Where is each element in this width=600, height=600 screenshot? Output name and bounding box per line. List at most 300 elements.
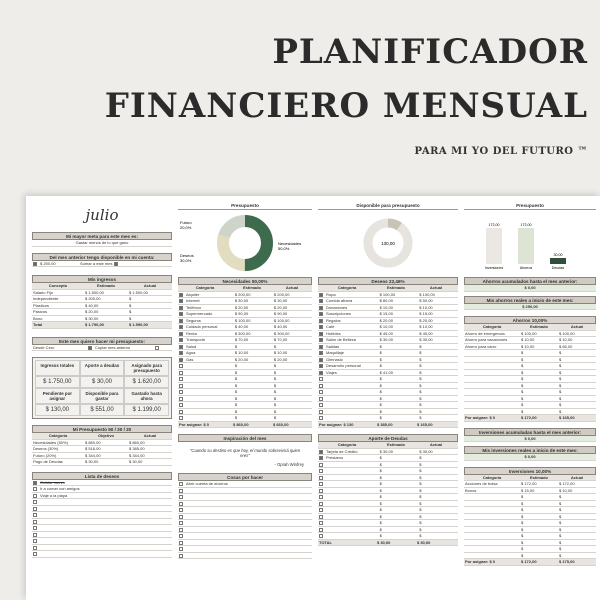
checkbox[interactable] (179, 508, 183, 512)
table-cell: $ 15,00 (419, 311, 433, 316)
necesidades-rows (178, 292, 312, 422)
summary-label: Gastado hasta ahora (124, 388, 169, 404)
checkbox[interactable] (319, 476, 323, 480)
list-item-label (39, 512, 41, 518)
table-cell: $ (419, 363, 422, 368)
table-cell: $ (419, 455, 422, 460)
list-item-label (185, 501, 187, 507)
table-cell: $ 300,00 (234, 330, 251, 336)
checkbox[interactable] (179, 299, 183, 303)
table-cell: Comida afuera (326, 298, 353, 303)
table-cell (325, 475, 379, 481)
table-cell: $ (559, 507, 562, 512)
table-cell: $ (419, 382, 422, 388)
ahorros-reales-label: Mis ahorros reales a inicio de este mes: (464, 296, 596, 304)
summary-labels-2 (35, 388, 169, 404)
checkbox[interactable] (33, 552, 37, 556)
table-cell: $ (379, 389, 382, 394)
header-cell: Categoría (48, 433, 68, 438)
table-cell: $ (419, 526, 422, 532)
table-cell: $ (521, 500, 524, 506)
checkbox[interactable] (179, 547, 183, 551)
checkbox[interactable] (319, 325, 323, 329)
table-cell: $ 10,00 (419, 324, 433, 329)
header-cell: Categoría (337, 285, 357, 290)
column-necesidades (178, 202, 312, 559)
checkbox[interactable] (319, 345, 323, 349)
table-cell: $ (379, 350, 382, 355)
table-cell: $ 100,00 (234, 317, 251, 323)
table-cell: $ (379, 455, 382, 460)
bar-label-ahorros: Ahorros (519, 266, 533, 270)
table-cell: $ 70,00 (273, 337, 288, 342)
table-cell: $ (273, 402, 277, 407)
table-cell: Pago de Deudas (33, 459, 63, 464)
summary-labels-1 (35, 360, 169, 376)
checkbox[interactable] (319, 456, 323, 460)
checkbox[interactable] (179, 410, 183, 414)
footer-label: Por asignar: $ 0 (465, 559, 496, 564)
list-item-label (185, 546, 187, 552)
bar-label-inversiones: Inversiones (484, 266, 504, 270)
header-cell: Actual (143, 433, 157, 438)
checkbox[interactable] (179, 371, 183, 375)
table-cell: $ (419, 389, 422, 394)
table-cell: Bonos (465, 487, 477, 493)
checkbox[interactable] (33, 513, 37, 517)
table-cell: $ 15,00 (379, 311, 393, 316)
table-cell (185, 409, 234, 415)
bar-ahorros (518, 228, 534, 264)
summary-value: $ 1.199,00 (124, 404, 169, 416)
disponible-title: Disponible para presupuesto (318, 202, 458, 210)
table-cell (185, 363, 234, 369)
cosas-title: Cosas por hacer (178, 473, 312, 481)
checkbox[interactable] (319, 338, 323, 342)
table-cell: $ (234, 376, 238, 381)
table-cell: Viajes (326, 369, 337, 375)
checkbox[interactable] (319, 358, 323, 362)
list-item-label (185, 540, 187, 546)
summary-values-1 (35, 376, 169, 388)
ahorros-reales-value: $ 250,00 (522, 303, 538, 309)
list-item-label (39, 525, 41, 531)
cosas-rows (178, 481, 312, 559)
table-cell (464, 357, 520, 363)
checkbox[interactable] (319, 364, 323, 368)
income-rows (32, 290, 172, 323)
table-cell: $ 10,00 (273, 350, 288, 355)
checkbox[interactable] (179, 338, 183, 342)
table-cell: $ (559, 356, 562, 362)
checkbox[interactable] (319, 403, 323, 407)
checkbox[interactable] (319, 306, 323, 310)
table-cell (464, 507, 520, 513)
header-cell: Actual (429, 442, 443, 447)
table-cell: Cuidado personal (186, 324, 218, 329)
table-cell (325, 468, 379, 474)
table-cell: $ (273, 382, 277, 388)
checkbox[interactable] (33, 507, 37, 511)
table-cell: $ (521, 520, 524, 525)
table-cell: $ 1.500,00 (85, 289, 104, 295)
checkbox[interactable] (179, 489, 183, 493)
ahorros-acum-value: $ 0,00 (524, 285, 536, 290)
table-cell (464, 514, 520, 520)
table-cell: $ (419, 507, 422, 512)
list-item-label (185, 494, 187, 500)
budget503020-rows (32, 440, 172, 466)
checkbox[interactable] (179, 541, 183, 545)
checkbox[interactable] (319, 384, 323, 388)
table-cell: $ 300,00 (273, 330, 290, 336)
summary-box (32, 357, 172, 419)
footer-estimated: $ 860,00 (233, 421, 249, 427)
table-cell (464, 520, 520, 526)
list-item-label: Viaje a la playa (40, 492, 68, 498)
checkbox[interactable] (319, 502, 323, 506)
summary-values-2 (35, 404, 169, 416)
table-cell: $ (521, 513, 524, 519)
checkbox[interactable] (319, 528, 323, 532)
table-cell: $ (521, 376, 524, 381)
checkbox[interactable] (33, 500, 37, 504)
inspiracion-author: - Oprah Winfrey (274, 462, 304, 467)
table-cell: $ 10,00 (559, 337, 573, 342)
checkbox[interactable] (319, 299, 323, 303)
table-cell: $ 200,00 (234, 291, 251, 297)
table-cell: $ (419, 494, 422, 499)
header-cell: Actual (429, 285, 443, 290)
table-cell: $ 30,00 (419, 448, 433, 454)
table-cell (325, 481, 379, 487)
inversiones-title: Inversiones 10,00% (464, 467, 596, 475)
table-cell: $ 200,00 (273, 291, 290, 297)
header-cell: Categoría (482, 474, 502, 480)
list-item-label (39, 538, 41, 544)
checkbox[interactable] (179, 495, 183, 499)
checkbox[interactable] (88, 346, 92, 350)
table-cell: Suscripciones (326, 311, 351, 316)
table-cell: Supermercado (186, 311, 213, 316)
table-cell: $ 10,00 (234, 350, 249, 355)
table-cell: $ (559, 382, 562, 388)
ahorros-acum-label: Ahorros acumulados hasta el mes anterior: (464, 277, 596, 285)
table-cell: $ (273, 343, 277, 349)
savings-bar-chart (464, 210, 596, 272)
inversiones-rows (464, 481, 596, 559)
table-cell: Internet (186, 298, 200, 303)
meta-value: Gastar menos de lo que gano (75, 240, 129, 245)
checkbox[interactable] (179, 358, 183, 362)
table-cell (464, 527, 520, 533)
checkbox[interactable] (33, 481, 37, 485)
table-cell: $ (419, 402, 422, 407)
table-cell (464, 383, 520, 389)
table-cell (325, 409, 379, 415)
checkbox[interactable] (114, 262, 118, 266)
table-cell: $ (521, 369, 524, 375)
table-cell: $ (379, 376, 382, 381)
table-cell: $ 385,00 (129, 446, 145, 451)
checkbox[interactable] (319, 515, 323, 519)
checkbox[interactable] (319, 508, 323, 512)
table-cell (464, 553, 520, 559)
table-cell: Salud (186, 343, 197, 349)
table-cell: $ 15,00 (521, 487, 535, 493)
table-cell: $ (559, 389, 562, 394)
checkbox[interactable] (179, 332, 183, 336)
checkbox[interactable] (319, 416, 323, 420)
checkbox[interactable] (319, 463, 323, 467)
table-cell: $ (521, 350, 524, 355)
checkbox[interactable] (33, 262, 37, 266)
inspiracion-title: Inspiración del mes (178, 434, 312, 442)
checkbox[interactable] (179, 306, 183, 310)
checkbox[interactable] (319, 371, 323, 375)
checkbox[interactable] (179, 416, 183, 420)
table-cell: $ (521, 552, 524, 558)
list-item-label: Celular nuevo (40, 479, 65, 485)
footer-estimated: $ 30,00 (377, 539, 391, 545)
table-cell: Gimnasio (326, 356, 343, 362)
table-cell: $ (379, 533, 382, 538)
table-cell: $ 10,00 (419, 304, 433, 310)
checkbox[interactable] (179, 351, 183, 355)
table-cell: $ (521, 382, 524, 388)
table-cell (185, 370, 234, 376)
table-cell: $ (559, 494, 562, 499)
header-cell: Actual (143, 283, 157, 288)
table-cell: $ (234, 395, 238, 401)
table-cell: $ (419, 395, 422, 401)
table-cell: $ 100,00 (273, 317, 290, 323)
table-cell: Bono (33, 315, 43, 321)
table-cell: $ 20,00 (379, 317, 393, 323)
table-cell: $ (559, 376, 562, 381)
table-cell (464, 396, 520, 402)
table-cell: Agua (186, 350, 196, 355)
table-cell: $ 200,00 (85, 296, 101, 301)
donut-label-necesidades: Necesidades (278, 241, 302, 246)
checkbox[interactable] (179, 403, 183, 407)
table-cell: $ (379, 520, 382, 525)
checkbox[interactable] (319, 390, 323, 394)
list-item-label (185, 520, 187, 526)
table-cell: $ (129, 315, 132, 321)
table-cell: $ (273, 408, 277, 414)
list-item-label (185, 527, 187, 533)
checkbox[interactable] (319, 521, 323, 525)
inv-acum-label: Inversiones acumuladas hasta el mes anterior: (464, 428, 596, 436)
table-cell: $ 40,00 (273, 324, 288, 329)
table-cell: $ (419, 369, 422, 375)
table-cell (325, 501, 379, 507)
list-item-label (39, 551, 41, 557)
table-cell: $ 30,00 (419, 337, 433, 342)
bar-label-deudas: Deudas (551, 266, 565, 270)
table-cell: $ (521, 539, 524, 545)
checkbox[interactable] (319, 450, 323, 454)
checkbox[interactable] (319, 397, 323, 401)
footer-label: TOTAL (319, 539, 332, 545)
table-cell: $ (234, 408, 238, 414)
table-cell: $ (419, 487, 422, 493)
checkbox[interactable] (179, 390, 183, 394)
header-cell: Actual (570, 474, 584, 480)
table-cell: Salidas (326, 343, 340, 349)
table-cell: $ (419, 356, 422, 362)
checkbox[interactable] (319, 351, 323, 355)
table-cell: Deseos (30%) (33, 446, 59, 451)
header-cell: Categoría (337, 442, 357, 447)
checkbox[interactable] (179, 554, 183, 558)
footer-estimated: $ 172,00 (521, 415, 537, 420)
table-cell: $ 30,00 (379, 448, 393, 454)
title-line-1: PLANIFICADOR (272, 32, 588, 72)
table-cell: $ (273, 363, 277, 368)
checkbox[interactable] (179, 377, 183, 381)
table-cell: $ (379, 487, 382, 493)
table-cell: Café (326, 324, 335, 329)
checkbox[interactable] (179, 515, 183, 519)
checkbox[interactable] (319, 312, 323, 316)
table-cell: $ 100,00 (521, 330, 537, 336)
checkbox[interactable] (179, 528, 183, 532)
table-cell (325, 494, 379, 500)
wishlist-title: Lista de deseos (32, 472, 172, 480)
month-name: julio (85, 206, 119, 224)
checkbox[interactable] (179, 325, 183, 329)
header-cell: Estimado (386, 285, 405, 290)
table-cell: $ 860,00 (129, 439, 145, 445)
budget-donut-chart (178, 210, 312, 272)
checkbox[interactable] (179, 384, 183, 388)
checkbox[interactable] (33, 539, 37, 543)
footer-label: Por asignar: $ 130 (319, 421, 354, 427)
list-item[interactable] (178, 553, 312, 560)
checkbox[interactable] (179, 312, 183, 316)
table-cell: $ (379, 481, 382, 486)
checkbox[interactable] (319, 534, 323, 538)
table-cell: $ 172,00 (521, 481, 537, 486)
table-cell: $ 20,00 (85, 309, 99, 314)
table-cell: $ 10,00 (521, 337, 535, 342)
checkbox[interactable] (179, 293, 183, 297)
deseos-title: Deseos 22,46% (318, 277, 458, 285)
table-cell: $ 80,00 (379, 298, 393, 303)
table-cell: $ 20,00 (273, 356, 288, 362)
table-cell: Salón de Belleza (326, 337, 357, 342)
checkbox[interactable] (179, 319, 183, 323)
ahorros-rows (464, 331, 596, 416)
checkbox[interactable] (319, 495, 323, 499)
header-cell: Actual (285, 285, 299, 290)
table-cell (464, 540, 520, 546)
donut-label-futuro-pct: 20,0% (180, 225, 192, 230)
column-ahorros (464, 202, 596, 566)
list-item-label (185, 553, 187, 559)
table-cell: $ 70,00 (234, 337, 249, 342)
checkbox[interactable] (319, 489, 323, 493)
table-cell (325, 514, 379, 520)
checkbox[interactable] (33, 533, 37, 537)
checkbox[interactable] (179, 521, 183, 525)
table-cell (464, 501, 520, 507)
table-cell: $ (559, 408, 562, 414)
table-cell: $ 30,00 (234, 298, 249, 303)
table-cell: $ (559, 526, 562, 532)
table-cell: $ (129, 296, 132, 301)
checkbox[interactable] (179, 397, 183, 401)
table-cell (185, 389, 234, 395)
table-cell: Necesidades (50%) (33, 439, 68, 445)
table-cell: $ 45,00 (379, 330, 393, 336)
table-cell (325, 396, 379, 402)
table-cell: $ 344,00 (129, 452, 145, 458)
checkbox[interactable] (33, 494, 37, 498)
checkbox[interactable] (33, 546, 37, 550)
checkbox[interactable] (319, 332, 323, 336)
list-item[interactable] (32, 551, 172, 558)
checkbox[interactable] (179, 364, 183, 368)
checkbox[interactable] (33, 487, 37, 491)
list-item-label: Abrir cuenta de ahorros (186, 481, 228, 486)
table-cell: $ 20,00 (234, 304, 249, 310)
table-cell (464, 363, 520, 369)
table-cell: $ (234, 369, 238, 375)
checkbox[interactable] (319, 377, 323, 381)
checkbox[interactable] (319, 469, 323, 473)
table-cell: $ 10,00 (521, 343, 535, 349)
table-cell: $ (129, 302, 132, 308)
checkbox[interactable] (319, 293, 323, 297)
prev-add: Sumar a este mes (80, 260, 113, 266)
checkbox[interactable] (179, 482, 183, 486)
table-cell: Ahorro para carro (465, 343, 497, 349)
table-cell (464, 370, 520, 376)
table-cell: $ (379, 382, 382, 388)
table-cell: $ (521, 389, 524, 394)
checkbox[interactable] (319, 410, 323, 414)
footer-actual: $ 165,00 (417, 421, 433, 427)
table-cell: $ (559, 369, 562, 375)
table-cell: $ 45,00 (419, 330, 433, 336)
option-copiar: Copiar mes anterior (95, 344, 131, 350)
presupuesto-title: Presupuesto (178, 202, 312, 210)
table-cell: $ (559, 520, 562, 525)
table-cell (185, 376, 234, 382)
checkbox[interactable] (179, 502, 183, 506)
table-cell: $ (559, 350, 562, 355)
footer-estimated: $ 172,00 (521, 559, 537, 564)
checkbox[interactable] (319, 319, 323, 323)
checkbox[interactable] (179, 534, 183, 538)
title-line-2: FINANCIERO MENSUAL (104, 86, 588, 126)
checkbox[interactable] (33, 520, 37, 524)
checkbox[interactable] (33, 526, 37, 530)
summary-label: Ingresos totales (35, 360, 80, 376)
table-cell (325, 389, 379, 395)
table-cell: $ (379, 408, 382, 414)
donut-label-deseos-pct: 30,0% (180, 258, 192, 263)
checkbox[interactable] (179, 345, 183, 349)
table-cell (325, 462, 379, 468)
meta-label: Mi mayor meta para este mes es: (32, 232, 172, 240)
table-cell: Independiente (33, 296, 59, 301)
checkbox[interactable] (319, 482, 323, 486)
checkbox[interactable] (155, 346, 159, 350)
